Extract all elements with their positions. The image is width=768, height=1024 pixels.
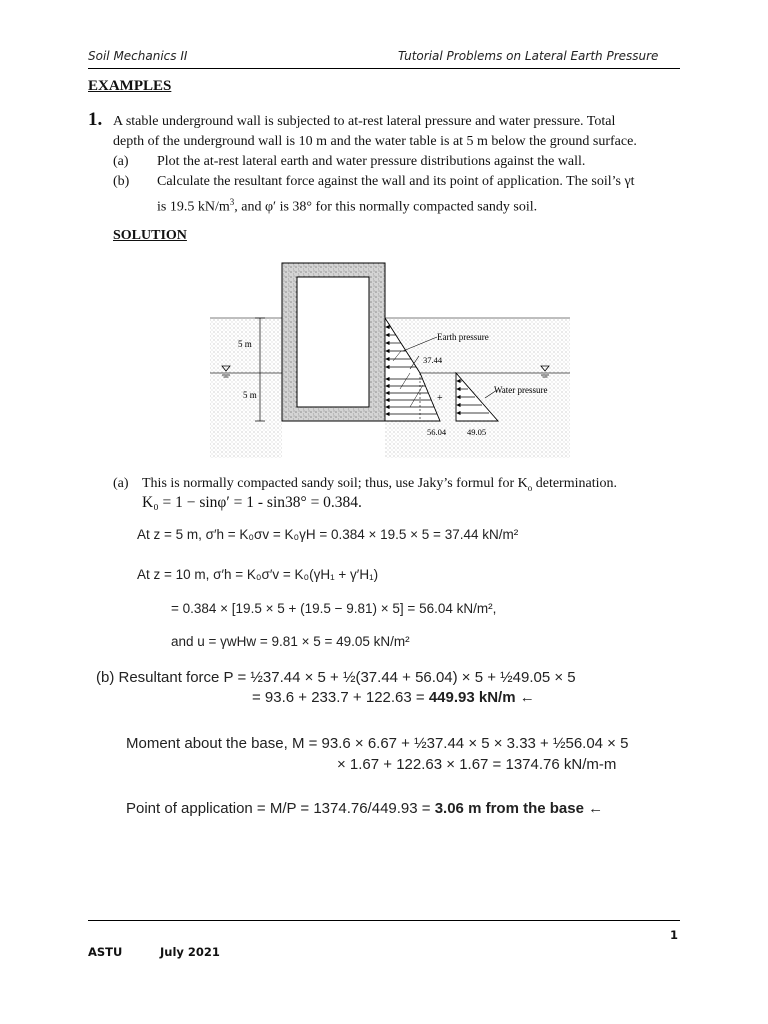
equation-z5: At z = 5 m, σ′h = K₀σv = K₀γH = 0.384 × 19.5 × 5 = 37.44 kN/m² xyxy=(137,527,519,542)
page-number: 1 xyxy=(670,928,679,942)
section-title: EXAMPLES xyxy=(88,78,172,94)
part-b-text-line1: Calculate the resultant force against the wall and its point of application. The soil’s γt xyxy=(157,174,635,189)
point-of-application-result: 3.06 m from the base ← xyxy=(434,800,604,817)
resultant-force-line1: (b) Resultant force P = ½37.44 × 5 + ½(37.44 + 56.04) × 5 + ½49.05 × 5 xyxy=(96,669,576,686)
label-5m-top: 5 m xyxy=(238,339,252,349)
equation-z10: At z = 10 m, σ′h = K₀σ′v = K₀(γH₁ + γ′H₁) xyxy=(137,567,379,582)
label-plus: + xyxy=(437,393,443,404)
ko-formula: K₀ = 1 − sinφ′ = 1 - sin38° = 0.384. xyxy=(142,494,362,511)
part-a-label: (a) xyxy=(113,154,129,169)
header-right: Tutorial Problems on Lateral Earth Pressure xyxy=(398,49,659,63)
solution-a-text-end: determination. xyxy=(532,476,617,491)
footer-date: July 2021 xyxy=(160,945,220,959)
label-earth-pressure: Earth pressure xyxy=(437,332,489,342)
solution-a-text-sub: o xyxy=(527,482,533,493)
footer-rule xyxy=(88,920,680,921)
part-a-text: Plot the at-rest lateral earth and water pressure distributions against the wall. xyxy=(157,154,586,169)
equation-z10-value: = 0.384 × [19.5 × 5 + (19.5 − 9.81) × 5] = 56.04 kN/m², xyxy=(171,601,497,616)
problem-statement-line2: depth of the underground wall is 10 m and the water table is at 5 m below the ground surface. xyxy=(113,134,637,149)
footer-left: ASTU xyxy=(88,945,123,959)
solution-a-label: (a) xyxy=(113,476,129,491)
point-of-application xyxy=(126,800,603,817)
solution-title: SOLUTION xyxy=(113,228,187,243)
resultant-force-line2 xyxy=(252,689,535,706)
point-of-application-calc: Point of application = M/P = 1374.76/449.93 = xyxy=(126,800,435,817)
part-b-text-line2-post: , and φ′ is 38° for this normally compacted sandy soil. xyxy=(234,199,538,215)
part-b-text-line2-pre: is 19.5 kN/m xyxy=(157,199,230,215)
problem-number: 1. xyxy=(88,109,103,130)
label-49-05: 49.05 xyxy=(467,427,487,437)
label-56-04: 56.04 xyxy=(427,427,447,437)
resultant-force-sum: = 93.6 + 233.7 + 122.63 = xyxy=(252,689,429,706)
resultant-force-result: 449.93 kN/m ← xyxy=(428,689,535,706)
part-b-text-line2 xyxy=(157,193,537,217)
equation-water-pressure: and u = γwHw = 9.81 × 5 = 49.05 kN/m² xyxy=(171,634,410,649)
wall-inner-cavity xyxy=(297,277,369,407)
header-rule xyxy=(88,68,680,69)
part-b-label: (b) xyxy=(113,174,130,189)
solution-a-text-main: This is normally compacted sandy soil; thus, use Jaky’s formul for K xyxy=(142,476,528,491)
label-37-44: 37.44 xyxy=(423,355,443,365)
label-5m-bottom: 5 m xyxy=(243,390,257,400)
moment-line2: × 1.67 + 122.63 × 1.67 = 1374.76 kN/m-m xyxy=(337,756,617,773)
label-water-pressure: Water pressure xyxy=(494,385,548,395)
problem-statement-line1: A stable underground wall is subjected to at-rest lateral pressure and water pressure. Total xyxy=(113,114,616,129)
moment-line1: Moment about the base, M = 93.6 × 6.67 + ½37.44 × 5 × 3.33 + ½56.04 × 5 xyxy=(126,735,629,752)
part-b-text-line2-sup: 3 xyxy=(229,197,235,207)
header-left: Soil Mechanics II xyxy=(88,49,188,63)
wall-pressure-figure xyxy=(205,255,575,460)
